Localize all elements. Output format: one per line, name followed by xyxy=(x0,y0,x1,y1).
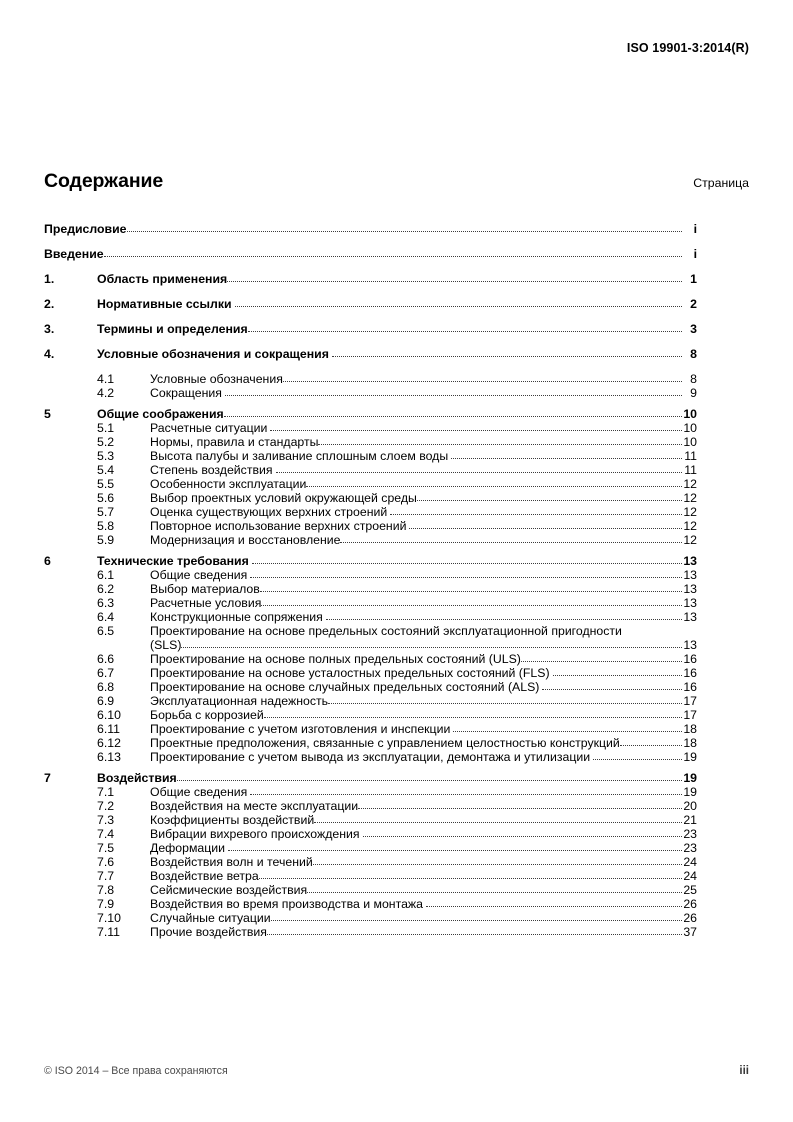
entry-label: Условные обозначения и сокращения xyxy=(97,347,329,361)
toc-entry-subsection[interactable] xyxy=(44,708,697,722)
toc-entry-subsection[interactable] xyxy=(44,827,697,841)
dot-leader xyxy=(332,347,682,359)
entry-number: 6.9 xyxy=(97,694,115,708)
toc-entry-section[interactable] xyxy=(44,322,697,336)
toc-entry-subsection[interactable] xyxy=(44,491,697,505)
entry-number: 6 xyxy=(44,554,51,568)
dot-leader xyxy=(453,722,681,734)
entry-label: Прочие воздействия xyxy=(150,925,267,939)
entry-page-number: 13 xyxy=(683,638,697,652)
entry-number: 6.11 xyxy=(97,722,121,736)
entry-page-number: 9 xyxy=(690,386,697,400)
entry-page-number: 19 xyxy=(683,771,697,785)
entry-number: 5.6 xyxy=(97,491,115,505)
entry-label: Проектирование с учетом изготовления и инспекции xyxy=(150,722,451,736)
dot-leader xyxy=(283,372,682,384)
entry-number: 7.6 xyxy=(97,855,115,869)
entry-label: Проектирование на основе случайных предельных состояний (ALS) xyxy=(150,680,540,694)
entry-number: 5.1 xyxy=(97,421,115,435)
entry-number: 6.2 xyxy=(97,582,115,596)
dot-leader xyxy=(261,596,681,608)
entry-label: Воздействия волн и течений xyxy=(150,855,313,869)
entry-number: 5.2 xyxy=(97,435,115,449)
dot-leader xyxy=(620,736,682,748)
entry-number: 5.4 xyxy=(97,463,115,477)
entry-label: Нормы, правила и стандарты xyxy=(150,435,319,449)
footer-page-number: iii xyxy=(739,1065,749,1077)
entry-number: 6.4 xyxy=(97,610,115,624)
entry-label: Введение xyxy=(44,247,104,261)
entry-number: 5.9 xyxy=(97,533,115,547)
toc-entry-subsection[interactable] xyxy=(44,568,697,582)
entry-number: 5.3 xyxy=(97,449,115,463)
toc-entry-subsection[interactable] xyxy=(44,596,697,610)
entry-number: 6.5 xyxy=(97,624,115,638)
entry-number: 6.6 xyxy=(97,652,115,666)
entry-page-number: 12 xyxy=(683,477,697,491)
entry-label: Проектирование с учетом вывода из эксплуатации, демонтажа и утилизации xyxy=(150,750,591,764)
entry-number: 7.10 xyxy=(97,911,121,925)
toc-entry-section[interactable] xyxy=(44,272,697,286)
entry-number: 4.1 xyxy=(97,372,115,386)
entry-number: 6.8 xyxy=(97,680,115,694)
entry-label: Общие сведения xyxy=(150,568,248,582)
entry-page-number: 12 xyxy=(683,533,697,547)
toc-entry-subsection[interactable] xyxy=(44,624,697,652)
entry-number: 7.2 xyxy=(97,799,115,813)
dot-leader xyxy=(553,666,682,678)
entry-label: Коэффициенты воздействий xyxy=(150,813,315,827)
entry-page-number: 24 xyxy=(683,855,697,869)
dot-leader xyxy=(326,610,682,622)
toc-entry-section[interactable] xyxy=(44,407,697,421)
toc-entry-subsection[interactable] xyxy=(44,869,697,883)
entry-page-number: 13 xyxy=(683,610,697,624)
entry-label: Борьба с коррозией xyxy=(150,708,264,722)
entry-page-number: 12 xyxy=(683,519,697,533)
entry-page-number: 16 xyxy=(683,680,697,694)
toc-entry-subsection[interactable] xyxy=(44,652,697,666)
dot-leader xyxy=(390,505,681,517)
dot-leader xyxy=(307,883,681,895)
dot-leader xyxy=(181,638,681,650)
toc-entry-subsection[interactable] xyxy=(44,435,697,449)
entry-label: Сейсмические воздействия xyxy=(150,883,308,897)
dot-leader xyxy=(271,911,682,923)
entry-label: Выбор материалов xyxy=(150,582,260,596)
toc-entry-section[interactable] xyxy=(44,771,697,785)
toc-entry-subsection[interactable] xyxy=(44,897,697,911)
dot-leader xyxy=(340,533,681,545)
contents-title-row xyxy=(44,172,749,192)
toc-entry-subsection[interactable] xyxy=(44,533,697,547)
toc-entry-subsection[interactable] xyxy=(44,813,697,827)
entry-number: 7.4 xyxy=(97,827,115,841)
entry-page-number: 10 xyxy=(683,421,697,435)
toc-entry-subsection[interactable] xyxy=(44,722,697,736)
toc-entry-subsection[interactable] xyxy=(44,610,697,624)
dot-leader xyxy=(409,519,681,531)
toc-entry-section[interactable] xyxy=(44,347,697,361)
toc-entry-section[interactable] xyxy=(44,297,697,311)
entry-label: Воздействия во время производства и монтажа xyxy=(150,897,423,911)
entry-number: 7.8 xyxy=(97,883,115,897)
entry-label: Повторное использование верхних строений xyxy=(150,519,407,533)
dot-leader xyxy=(542,680,681,692)
toc-entry-subsection[interactable] xyxy=(44,666,697,680)
entry-page-number: 37 xyxy=(683,925,697,939)
dot-leader xyxy=(264,708,682,720)
entry-page-number: 17 xyxy=(683,694,697,708)
entry-number: 5.5 xyxy=(97,477,115,491)
entry-page-number: 19 xyxy=(683,785,697,799)
toc-entry-subsection[interactable] xyxy=(44,680,697,694)
toc-entry-section[interactable] xyxy=(44,554,697,568)
entry-page-number: i xyxy=(693,222,697,236)
entry-label: Степень воздействия xyxy=(150,463,273,477)
entry-page-number: 19 xyxy=(683,750,697,764)
dot-leader xyxy=(417,491,682,503)
toc-entry-subsection[interactable] xyxy=(44,582,697,596)
entry-page-number: 13 xyxy=(683,554,697,568)
page-title: Содержание xyxy=(44,170,164,192)
entry-page-number: 12 xyxy=(683,505,697,519)
entry-label: Проектирование на основе предельных состояний эксплуатационной пригодности xyxy=(150,624,622,638)
dot-leader xyxy=(270,421,681,433)
toc-entry-subsection[interactable] xyxy=(44,421,697,435)
entry-number: 2. xyxy=(44,297,55,311)
entry-page-number: 17 xyxy=(683,708,697,722)
entry-label: Оценка существующих верхних строений xyxy=(150,505,388,519)
toc-entry-subsection[interactable] xyxy=(44,841,697,855)
dot-leader xyxy=(313,855,682,867)
entry-number: 4.2 xyxy=(97,386,115,400)
entry-number: 4. xyxy=(44,347,55,361)
entry-label: Общие сведения xyxy=(150,785,248,799)
entry-number: 7.3 xyxy=(97,813,115,827)
entry-label: Нормативные ссылки xyxy=(97,297,232,311)
dot-leader xyxy=(252,554,682,566)
entry-label: Случайные ситуации xyxy=(150,911,271,925)
toc-entry-subsection[interactable] xyxy=(44,925,697,939)
entry-page-number: 25 xyxy=(683,883,697,897)
dot-leader xyxy=(177,771,682,783)
entry-label: Воздействия на месте эксплуатации xyxy=(150,799,359,813)
entry-number: 1. xyxy=(44,272,55,286)
entry-label: Общие соображения xyxy=(97,407,224,421)
entry-number: 6.3 xyxy=(97,596,115,610)
entry-page-number: 12 xyxy=(683,491,697,505)
dot-leader xyxy=(228,841,681,853)
dot-leader xyxy=(593,750,681,762)
entry-page-number: 13 xyxy=(683,568,697,582)
entry-label: Проектные предположения, связанные с управлением целостностью конструкций xyxy=(150,736,620,750)
entry-number: 5.7 xyxy=(97,505,115,519)
running-header xyxy=(44,41,749,55)
entry-number: 7.5 xyxy=(97,841,115,855)
entry-label: Предисловие xyxy=(44,222,127,236)
entry-page-number: 16 xyxy=(683,666,697,680)
entry-page-number: 23 xyxy=(683,841,697,855)
dot-leader xyxy=(306,477,681,489)
dot-leader xyxy=(235,297,682,309)
page-footer xyxy=(44,1065,749,1077)
entry-label: Область применения xyxy=(97,272,228,286)
entry-page-number: 26 xyxy=(683,897,697,911)
table-of-contents xyxy=(44,222,697,939)
toc-entry-subsection[interactable] xyxy=(44,750,697,764)
toc-entry-subsection[interactable] xyxy=(44,883,697,897)
entry-page-number: 16 xyxy=(683,652,697,666)
entry-page-number: 3 xyxy=(690,322,697,336)
dot-leader xyxy=(250,568,681,580)
entry-number: 6.12 xyxy=(97,736,121,750)
entry-page-number: 26 xyxy=(683,911,697,925)
entry-label: Модернизация и восстановление xyxy=(150,533,341,547)
dot-leader xyxy=(328,694,681,706)
entry-label: Особенности эксплуатации xyxy=(150,477,307,491)
dot-leader xyxy=(521,652,682,664)
entry-number: 6.7 xyxy=(97,666,115,680)
dot-leader xyxy=(259,869,682,881)
entry-label: Термины и определения xyxy=(97,322,248,336)
entry-number: 6.1 xyxy=(97,568,115,582)
entry-label: Деформации xyxy=(150,841,226,855)
entry-number: 7.1 xyxy=(97,785,115,799)
toc-entry-subsection[interactable] xyxy=(44,449,697,463)
entry-page-number: 8 xyxy=(690,372,697,386)
dot-leader xyxy=(248,322,682,334)
entry-page-number: 2 xyxy=(690,297,697,311)
toc-entry-front-matter[interactable] xyxy=(44,247,697,261)
entry-label: Высота палубы и заливание сплошным слоем воды xyxy=(150,449,449,463)
entry-number: 3. xyxy=(44,322,55,336)
dot-leader xyxy=(426,897,682,909)
page-column-header: Страница xyxy=(693,176,749,190)
entry-label: Эксплуатационная надежность xyxy=(150,694,329,708)
dot-leader xyxy=(267,925,682,937)
toc-entry-subsection[interactable] xyxy=(44,386,697,400)
dot-leader xyxy=(451,449,681,461)
entry-page-number: i xyxy=(693,247,697,261)
entry-number: 7.7 xyxy=(97,869,115,883)
dot-leader xyxy=(225,386,682,398)
entry-page-number: 21 xyxy=(683,813,697,827)
dot-leader xyxy=(250,785,681,797)
entry-label-continuation: (SLS) xyxy=(150,638,182,652)
dot-leader xyxy=(314,813,681,825)
entry-page-number: 23 xyxy=(683,827,697,841)
entry-number: 7 xyxy=(44,771,51,785)
entry-label: Воздействия xyxy=(97,771,177,785)
entry-label: Расчетные ситуации xyxy=(150,421,268,435)
toc-entry-subsection[interactable] xyxy=(44,785,697,799)
entry-page-number: 10 xyxy=(683,435,697,449)
dot-leader xyxy=(358,799,681,811)
toc-entry-subsection[interactable] xyxy=(44,799,697,813)
entry-page-number: 11 xyxy=(684,463,697,477)
entry-label: Вибрации вихревого происхождения xyxy=(150,827,360,841)
dot-leader xyxy=(227,272,681,284)
entry-page-number: 13 xyxy=(683,596,697,610)
entry-page-number: 1 xyxy=(690,272,697,286)
entry-label: Условные обозначения xyxy=(150,372,283,386)
entry-label: Конструкционные сопряжения xyxy=(150,610,323,624)
toc-entry-subsection[interactable] xyxy=(44,505,697,519)
entry-number: 6.13 xyxy=(97,750,121,764)
entry-label: Расчетные условия xyxy=(150,596,262,610)
entry-number: 7.9 xyxy=(97,897,115,911)
toc-entry-subsection[interactable] xyxy=(44,463,697,477)
dot-leader xyxy=(276,463,682,475)
entry-label: Проектирование на основе полных предельных состояний (ULS) xyxy=(150,652,521,666)
dot-leader xyxy=(260,582,682,594)
entry-page-number: 18 xyxy=(683,736,697,750)
entry-page-number: 24 xyxy=(683,869,697,883)
entry-label: Проектирование на основе усталостных предельных состояний (FLS) xyxy=(150,666,550,680)
toc-entry-front-matter[interactable] xyxy=(44,222,697,236)
entry-label: Воздействие ветра xyxy=(150,869,259,883)
entry-number: 5.8 xyxy=(97,519,115,533)
toc-entry-subsection[interactable] xyxy=(44,911,697,925)
toc-entry-subsection[interactable] xyxy=(44,477,697,491)
entry-label: Выбор проектных условий окружающей среды xyxy=(150,491,417,505)
copyright-notice: © ISO 2014 – Все права сохраняются xyxy=(44,1065,228,1077)
entry-page-number: 18 xyxy=(683,722,697,736)
dot-leader xyxy=(224,407,682,419)
entry-number: 7.11 xyxy=(97,925,121,939)
entry-page-number: 13 xyxy=(683,582,697,596)
entry-page-number: 8 xyxy=(690,347,697,361)
dot-leader xyxy=(127,222,682,234)
dot-leader xyxy=(318,435,681,447)
entry-label: Сокращения xyxy=(150,386,222,400)
toc-entry-subsection[interactable] xyxy=(44,372,697,386)
entry-number: 6.10 xyxy=(97,708,121,722)
entry-page-number: 10 xyxy=(683,407,697,421)
standard-reference: ISO 19901-3:2014(R) xyxy=(626,41,749,55)
toc-entry-subsection[interactable] xyxy=(44,519,697,533)
toc-entry-subsection[interactable] xyxy=(44,855,697,869)
dot-leader xyxy=(363,827,682,839)
entry-page-number: 11 xyxy=(684,449,697,463)
toc-entry-subsection[interactable] xyxy=(44,694,697,708)
entry-label: Технические требования xyxy=(97,554,249,568)
entry-page-number: 20 xyxy=(683,799,697,813)
dot-leader xyxy=(104,247,682,259)
toc-entry-subsection[interactable] xyxy=(44,736,697,750)
entry-number: 5 xyxy=(44,407,51,421)
